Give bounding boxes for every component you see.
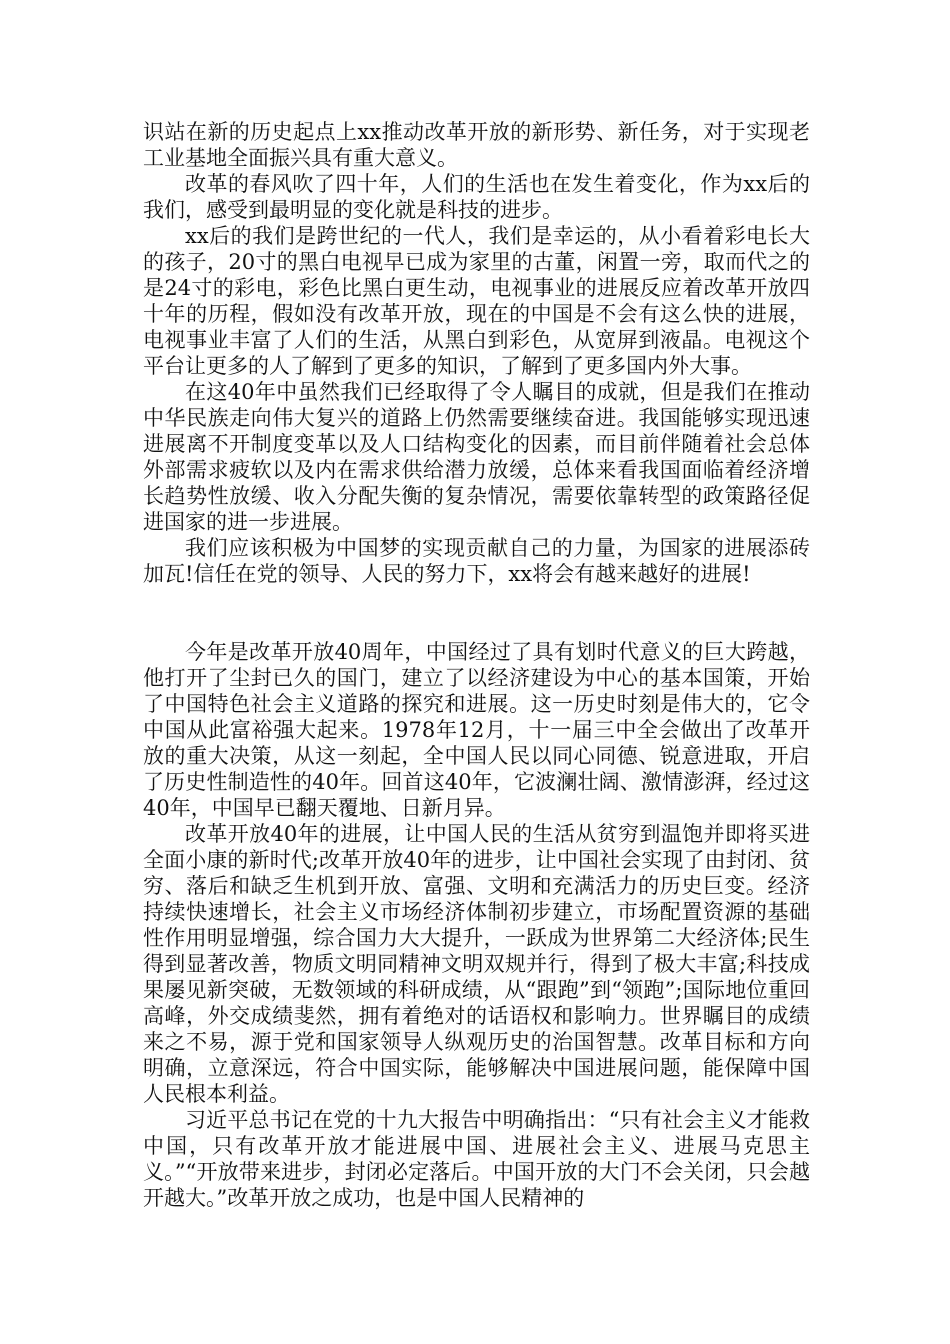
paragraph-a3: xx后的我们是跨世纪的一代人，我们是幸运的，从小看着彩电长大的孩子，20寸的黑白电视早已成为家里的古董，闲置一旁，取而代之的是24寸的彩电，彩色比黑白更生动，电视事业的进展反应着改革开放四十年的历程，假如没有改革开放，现在的中国是不会有这么快的进展，电视事业丰富了人们的生活，从黑白到彩色，从宽屏到液晶。电视这个平台让更多的人了解到了更多的知识，了解到了更多国内外大事。 bbox=[143, 224, 810, 378]
paragraph-b2: 改革开放40年的进展，让中国人民的生活从贫穷到温饱并即将买进全面小康的新时代;改革开放40年的进步，让中国社会实现了由封闭、贫穷、落后和缺乏生机到开放、富强、文明和充满活力的历史巨变。经济持续快速增长，社会主义市场经济体制初步建立，市场配置资源的基础性作用明显增强，综合国力大大提升，一跃成为世界第二大经济体;民生得到显著改善，物质文明同精神文明双规并行，得到了极大丰富;科技成果屡见新突破，无数领域的科研成绩，从“跟跑”到“领跑”;国际地位重回高峰，外交成绩斐然，拥有着绝对的话语权和影响力。世界瞩目的成绩来之不易，源于党和国家领导人纵观历史的治国智慧。改革目标和方向明确，立意深远，符合中国实际，能够解决中国进展问题，能保障中国人民根本利益。 bbox=[143, 822, 810, 1106]
document-page bbox=[143, 119, 810, 1211]
paragraph-a1: 识站在新的历史起点上xx推动改革开放的新形势、新任务，对于实现老工业基地全面振兴具有重大意义。 bbox=[143, 120, 810, 170]
paragraph-b3: 习近平总书记在党的十九大报告中明确指出：“只有社会主义才能救中国，只有改革开放才能进展中国、进展社会主义、进展马克思主义。”“开放带来进步，封闭必定落后。中国开放的大门不会关闭，只会越开越大。”改革开放之成功，也是中国人民精神的 bbox=[143, 1108, 810, 1210]
section-gap bbox=[143, 587, 810, 639]
paragraph-a4: 在这40年中虽然我们已经取得了令人瞩目的成就，但是我们在推动中华民族走向伟大复兴的道路上仍然需要继续奋进。我国能够实现迅速进展离不开制度变革以及人口结构变化的因素，而目前伴随着社会总体外部需求疲软以及内在需求供给潜力放缓，总体来看我国面临着经济增长趋势性放缓、收入分配失衡的复杂情况，需要依靠转型的政策路径促进国家的进一步进展。 bbox=[143, 380, 810, 534]
paragraph-a5: 我们应该积极为中国梦的实现贡献自己的力量，为国家的进展添砖加瓦!信任在党的领导、人民的努力下，xx将会有越来越好的进展! bbox=[143, 536, 810, 586]
paragraph-a2: 改革的春风吹了四十年，人们的生活也在发生着变化，作为xx后的我们，感受到最明显的变化就是科技的进步。 bbox=[143, 172, 810, 222]
paragraph-b1: 今年是改革开放40周年，中国经过了具有划时代意义的巨大跨越，他打开了尘封已久的国门，建立了以经济建设为中心的基本国策，开始了中国特色社会主义道路的探究和进展。这一历史时刻是伟大的，它令中国从此富裕强大起来。1978年12月，十一届三中全会做出了改革开放的重大决策，从这一刻起，全中国人民以同心同德、锐意进取，开启了历史性制造性的40年。回首这40年，它波澜壮阔、激情澎湃，经过这40年，中国早已翻天覆地、日新月异。 bbox=[143, 640, 810, 820]
